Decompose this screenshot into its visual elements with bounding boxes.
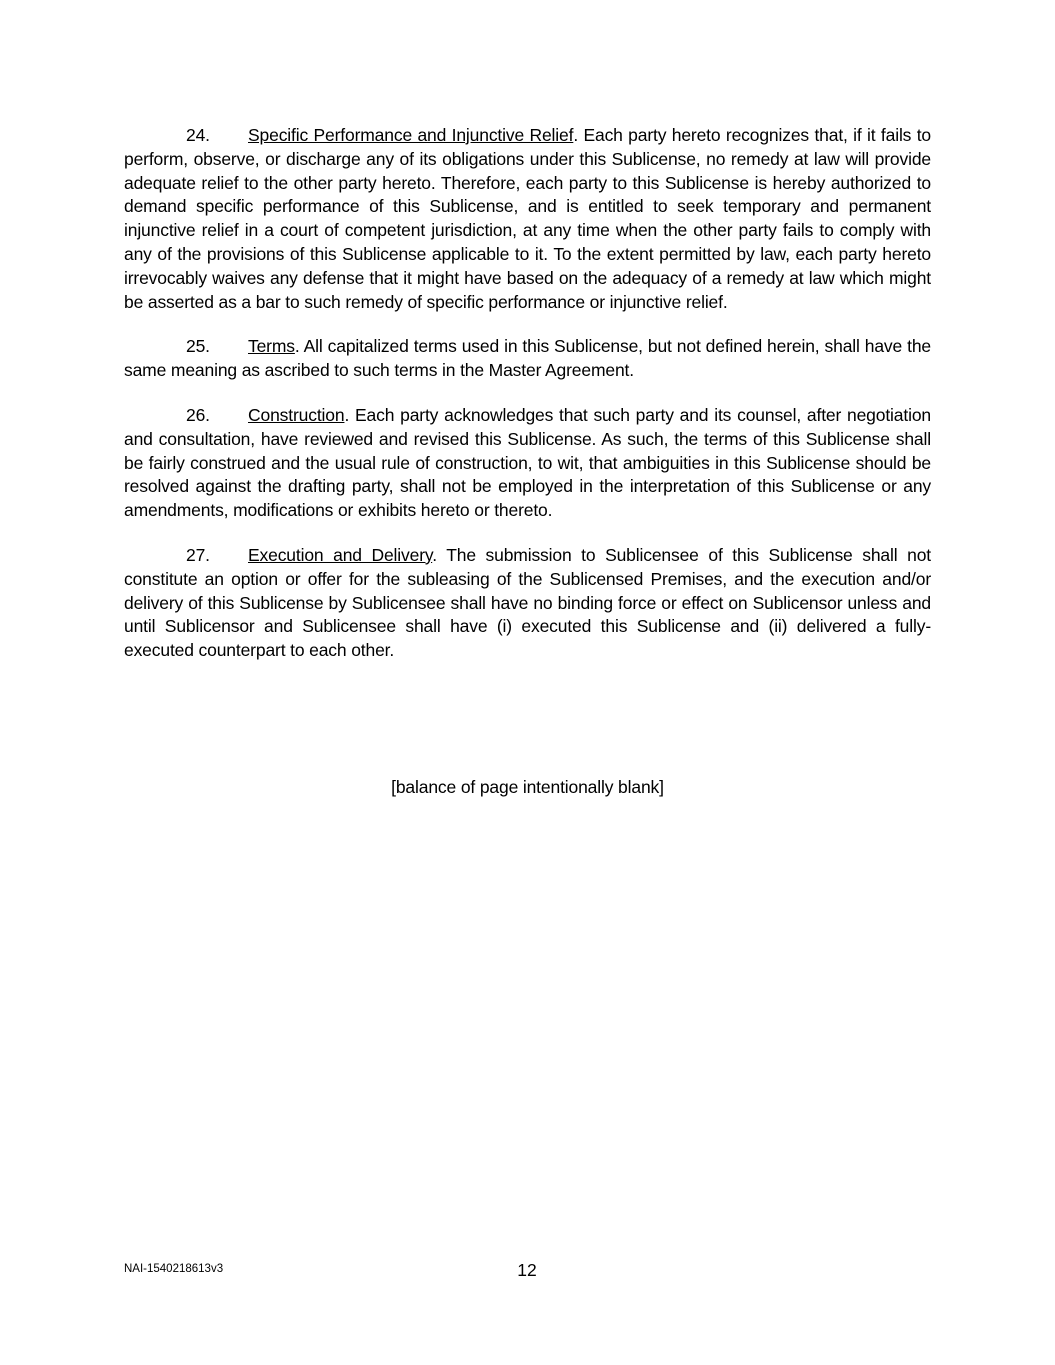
section-text: . Each party hereto recognizes that, if it fails to perform, observe, or discharge any of its obligations under this Sublicense, no remedy at law will provide adequate relief to the other party hereto. Therefore, each party to this Sublicense is hereby authorized to demand specific performance of this Sublicense, and is entitled to seek temporary and permanent injunctive relief in a court of competent jurisdiction, at any time when the other party fails to comply with any of the provisions of this Sublicense applicable to it. To the extent permitted by law, each party hereto irrevocably waives any defense that it might have based on the adequacy of a remedy at law which might be asserted as a bar to such remedy of specific performance or injunctive relief. — [124, 125, 932, 312]
section-heading: Execution and Delivery — [248, 544, 433, 565]
section-text: . The submission to Sublicensee of this Sublicense shall not constitute an option or offer for the subleasing of the Sublicensed Premises, and the execution and/or delivery of this Sublicense by Sublicensee shall have no binding force or effect on Sublicensor unless and until Sublicensor and Sublicensee shall have (i) executed this Sublicense and (ii) delivered a fully-executed counterpart to each other. — [124, 544, 931, 661]
footer-document-id: NAI-1540218613v3 — [124, 1263, 224, 1275]
section-text: . All capitalized terms used in this Sublicense, but not defined herein, shall have the same meaning as ascribed to such terms in the Master Agreement. — [124, 336, 931, 381]
section-26 — [124, 404, 931, 523]
section-number: 24. — [186, 125, 210, 145]
section-heading: Construction — [248, 404, 345, 425]
section-25 — [124, 335, 931, 383]
section-27 — [124, 544, 931, 663]
section-heading: Terms — [248, 336, 295, 357]
section-number: 26. — [186, 404, 210, 425]
intentionally-blank-note: [balance of page intentionally blank] — [391, 777, 664, 797]
section-text: . Each party acknowledges that such party and its counsel, after negotiation and consultation, have reviewed and revised this Sublicense. As such, the terms of this Sublicense shall be fairly construed and the usual rule of construction, to wit, that ambiguities in this Sublicense should be resolved against the drafting party, shall not be employed in the interpretation of this Sublicense or any amendments, modifications or exhibits hereto or thereto. — [124, 404, 931, 521]
section-number: 25. — [186, 336, 210, 357]
page-number: 12 — [517, 1260, 537, 1280]
section-number: 27. — [186, 544, 210, 565]
document-body — [124, 124, 931, 684]
section-24 — [124, 124, 931, 314]
section-heading: Specific Performance and Injunctive Relief — [248, 125, 574, 145]
